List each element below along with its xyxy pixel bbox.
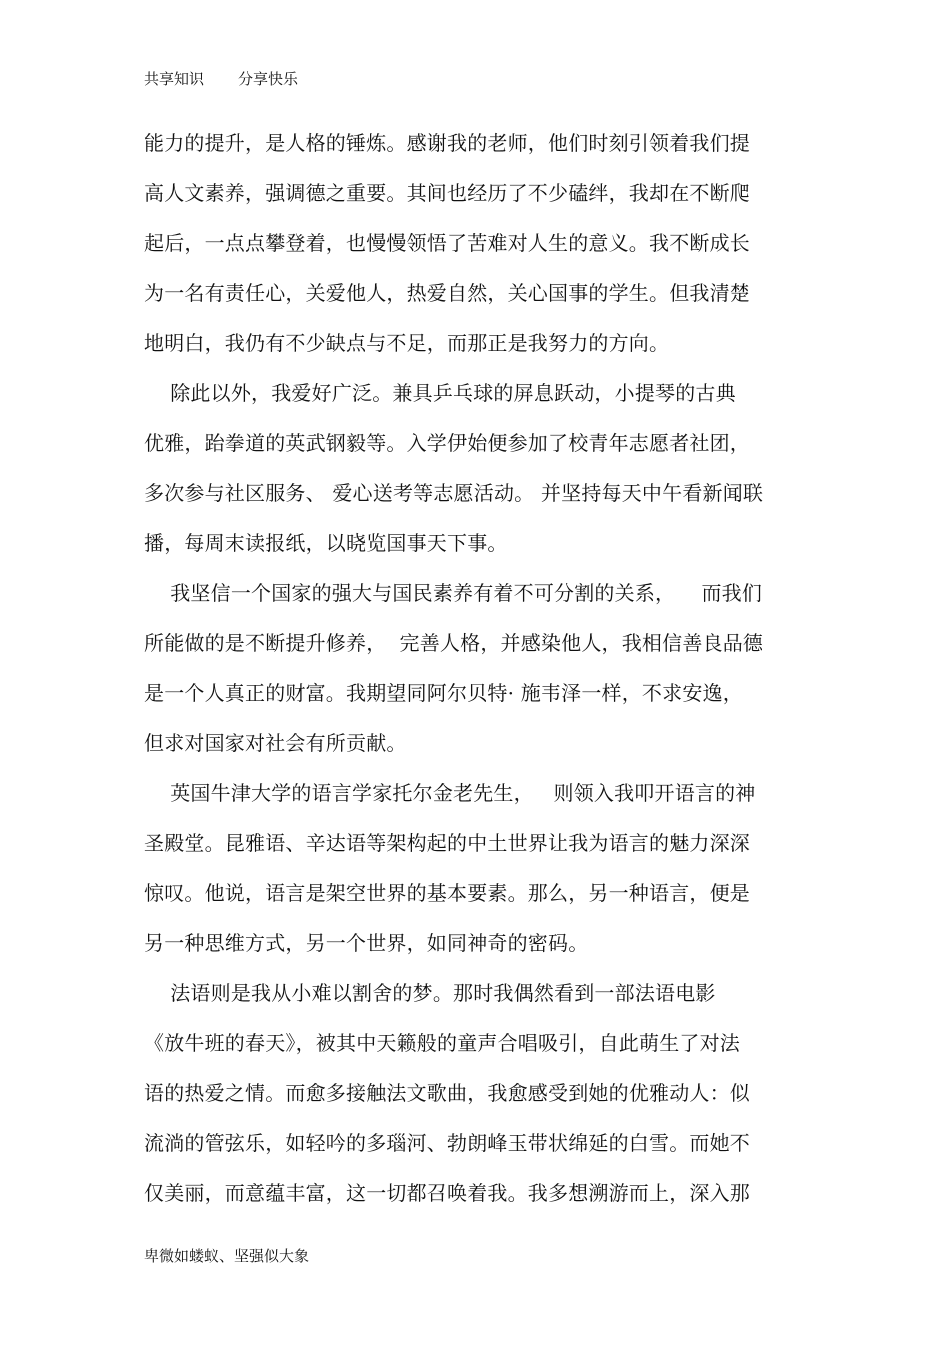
text-line: 另一种思维方式，另一个世界，如同神奇的密码。 (144, 931, 589, 955)
text-line: 高人文素养，强调德之重要。其间也经历了不少磕绊，我却在不断爬 (144, 181, 750, 205)
text-line: 为一名有责任心，关爱他人，热爱自然，关心国事的学生。但我清楚 (144, 281, 750, 305)
text-line: 但求对国家对社会有所贡献。 (144, 731, 407, 755)
text-line: 仅美丽，而意蕴丰富，这一切都召唤着我。我多想溯游而上，深入那 (144, 1181, 750, 1205)
text-line: 法语则是我从小难以割舍的梦。那时我偶然看到一部法语电影 (144, 981, 716, 1005)
text-line: 英国牛津大学的语言学家托尔金老先生， 则领入我叩开语言的神 (144, 781, 756, 805)
header-right-text: 分享快乐 (238, 70, 299, 88)
text-line: 所能做的是不断提升修养， 完善人格，并感染他人，我相信善良品德 (144, 631, 764, 655)
text-line: 流淌的管弦乐，如轻吟的多瑙河、勃朗峰玉带状绵延的白雪。而她不 (144, 1131, 750, 1155)
text-line: 多次参与社区服务、 爱心送考等志愿活动。 并坚持每天中午看新闻联 (144, 481, 764, 505)
text-line: 惊叹。他说，语言是架空世界的基本要素。那么，另一种语言，便是 (144, 881, 750, 905)
page-header (144, 68, 298, 90)
text-line: 《放牛班的春天》，被其中天籁般的童声合唱吸引，自此萌生了对法 (144, 1031, 740, 1055)
text-line: 能力的提升，是人格的锤炼。感谢我的老师，他们时刻引领着我们提 (144, 131, 750, 155)
header-left-text: 共享知识 (144, 70, 205, 88)
text-line: 地明白，我仍有不少缺点与不足，而那正是我努力的方向。 (144, 331, 670, 355)
page-footer: 卑微如蝼蚁、坚强似大象 (144, 1247, 310, 1265)
text-line: 语的热爱之情。而愈多接触法文歌曲，我愈感受到她的优雅动人：似 (144, 1081, 750, 1105)
text-line: 圣殿堂。昆雅语、辛达语等架构起的中土世界让我为语言的魅力深深 (144, 831, 750, 855)
text-line: 起后，一点点攀登着，也慢慢领悟了苦难对人生的意义。我不断成长 (144, 231, 750, 255)
essay-body (144, 125, 816, 1225)
text-line: 播，每周末读报纸，以晓览国事天下事。 (144, 531, 508, 555)
text-line: 我坚信一个国家的强大与国民素养有着不可分割的关系， 而我们 (144, 581, 763, 605)
text-line: 除此以外，我爱好广泛。兼具乒乓球的屏息跃动，小提琴的古典 (144, 381, 736, 405)
text-line: 优雅，跆拳道的英武钢毅等。入学伊始便参加了校青年志愿者社团， (144, 431, 750, 455)
text-line: 是一个人真正的财富。我期望同阿尔贝特· 施韦泽一样，不求安逸， (144, 681, 743, 705)
